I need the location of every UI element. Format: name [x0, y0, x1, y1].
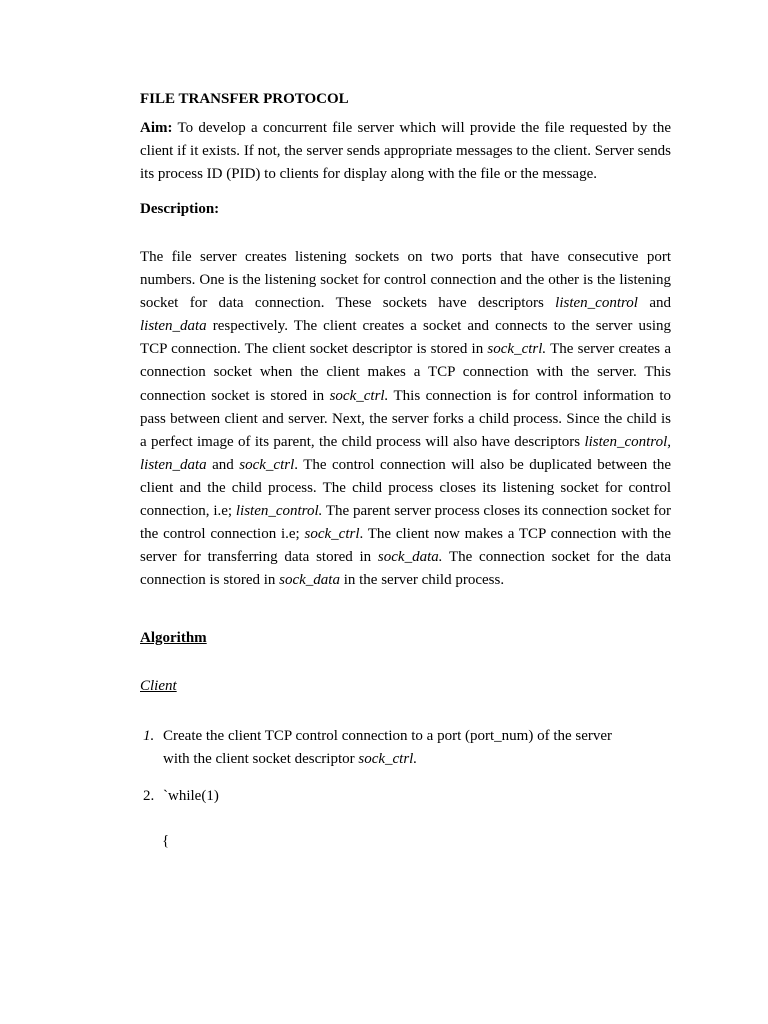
desc-text: The server creates a connection socket when the client makes a TCP connection with the server. This connection socket is stored in	[140, 341, 671, 404]
description-label: Description:	[140, 201, 220, 217]
desc-term: listen_data	[140, 318, 207, 335]
client-subheading: Client	[140, 678, 177, 694]
algorithm-heading: Algorithm	[140, 630, 207, 646]
step-text-continued	[163, 748, 663, 771]
algorithm-step	[143, 785, 219, 808]
desc-text: The connection socket for the data connection is stored in	[140, 549, 671, 589]
desc-text: respectively. The client creates a socket and connects to the server using TCP connection. The client socket descriptor is stored in	[140, 318, 671, 358]
desc-text: . The control connection will also be duplicated between the client and the child process. The child process closes its listening socket for control connection, i.e;	[140, 456, 671, 520]
desc-text: . The client now makes a TCP connection with the server for transferring data stored in	[140, 526, 671, 566]
step-text: Create the client TCP control connection to a port (port_num) of the server	[163, 728, 613, 744]
step-term: sock_ctrl.	[358, 751, 418, 767]
desc-text: and	[206, 456, 240, 473]
aim-text: To develop a concurrent file server which will provide the file requested by the client if it exists. If not, the server sends appropriate messages to the client. Server sends its process ID (PID) to clients for display along with the file or the message.	[140, 120, 671, 182]
step-number: 1.	[143, 728, 155, 744]
desc-text: This connection is for control information to pass between client and server. Next, the server forks a child process. Since the child is a perfect image of its parent, the child process will also have descriptors	[140, 387, 671, 450]
aim-paragraph	[140, 117, 671, 186]
desc-text: ,	[667, 433, 671, 450]
step-number: 2.	[143, 788, 155, 804]
desc-term: sock_data	[279, 572, 340, 589]
desc-term: sock_ctrl.	[329, 387, 389, 404]
description-paragraph	[140, 246, 671, 592]
desc-text: The file server creates listening sockets on two ports that have consecutive port numbers. One is the listening socket for control connection and the other is the listening socket for data connection. These sockets have descriptors	[140, 249, 671, 312]
desc-term: sock_data.	[377, 549, 443, 566]
desc-text: in the server child process.	[339, 572, 505, 589]
desc-term: listen_data	[140, 456, 207, 473]
page-title: FILE TRANSFER PROTOCOL	[140, 91, 349, 107]
desc-term: sock_ctrl	[304, 526, 360, 543]
desc-term: listen_control	[555, 295, 638, 312]
step-text: `while(1)	[163, 788, 219, 804]
aim-label: Aim:	[140, 120, 173, 136]
algorithm-step	[143, 725, 663, 771]
desc-text: The parent server process closes its connection socket for the control connection i.e;	[140, 503, 671, 543]
desc-term: listen_control.	[235, 503, 323, 520]
step-text-part: with the client socket descriptor	[163, 751, 359, 767]
desc-term: sock_ctrl.	[487, 341, 547, 358]
code-brace: {	[162, 833, 170, 849]
desc-term: sock_ctrl	[239, 456, 295, 473]
desc-term: listen_control	[584, 433, 668, 450]
desc-text: and	[637, 295, 671, 312]
